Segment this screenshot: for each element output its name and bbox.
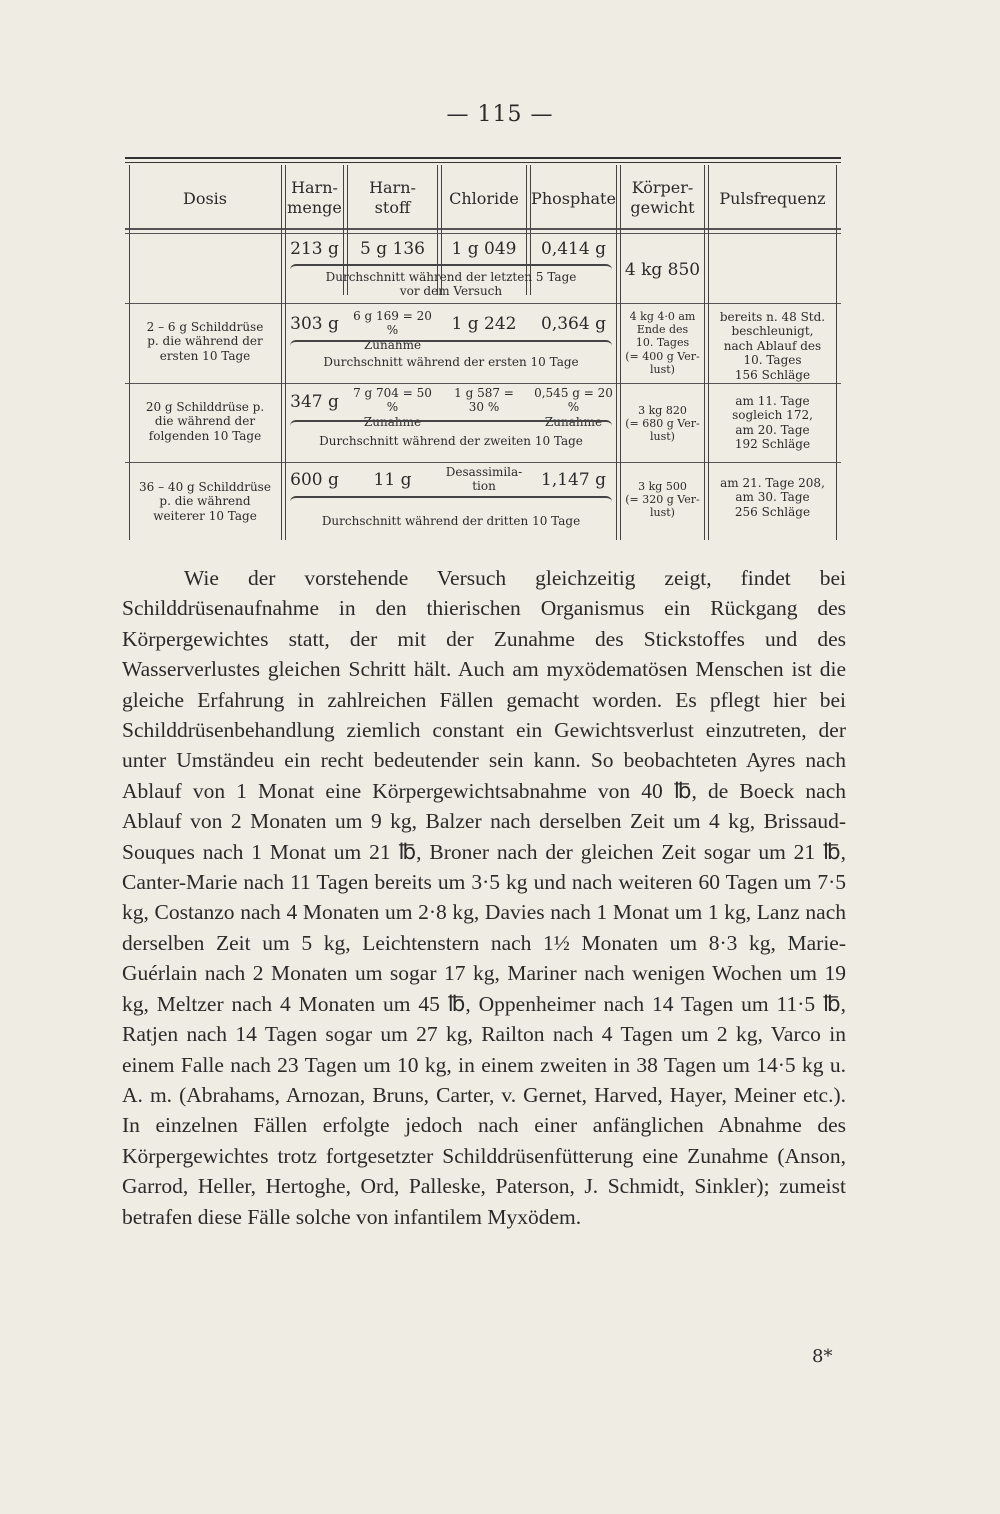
col-line [704, 165, 705, 540]
row0-harnstoff: 5 g 136 [360, 239, 425, 259]
body-paragraph [122, 563, 846, 1232]
header-dosis: Dosis [183, 189, 227, 208]
row1-caption: Durchschnitt während der ersten 10 Tage [323, 355, 579, 369]
row1-harnmenge: 303 g [290, 314, 339, 334]
header-harnstoff: Harn- stoff [369, 178, 416, 217]
row1-harnstoff: 6 g 169 = 20 % Zunahme [353, 309, 432, 352]
data-table [0, 0, 1000, 560]
row0-gewicht: 4 kg 850 [624, 260, 701, 280]
row2-gewicht: 3 kg 820 (= 680 g Ver- lust) [625, 404, 700, 444]
row3-brace [290, 496, 612, 506]
row2-chloride: 1 g 587 = 30 % [454, 386, 514, 415]
row3-dosis: 36 – 40 g Schilddrüse p. die während weiterer 10 Tage [139, 480, 271, 523]
top-rule-2 [125, 162, 841, 163]
row3-puls: am 21. Tage 208, am 30. Tage 256 Schläge [720, 476, 825, 519]
header-rule [125, 228, 841, 230]
top-rule-1 [125, 157, 841, 159]
row2-phosphate: 0,545 g = 20 % Zunahme [534, 386, 613, 429]
row3-caption: Durchschnitt während der dritten 10 Tage [321, 514, 581, 528]
row3-chloride: Desassimila- tion [445, 465, 523, 494]
row2-brace [290, 420, 612, 430]
row0-phosphate: 0,414 g [541, 239, 606, 259]
paragraph-text: Wie der vorstehende Versuch gleichzeitig zeigt, findet bei Schilddrüsenaufnahme in den thierischen Organismus ein Rückgang des Körpergewichtes statt, der mit der Zunahme des Stickstoffes und des Wasserverlustes gleichen Schritt hält. Auch am myxödematösen Menschen ist die gleiche Erfahrung in zahlreichen Fällen gemacht worden. Es pflegt hier bei Schilddrüsenbehandlung ziemlich constant ein Gewichtsverlust einzutreten, der unter Umständeu ein recht bedeutender sein kann. So beobachteten Ayres nach Ablauf von 1 Monat eine Körpergewichtsabnahme von 40 ℔, de Boeck nach Ablauf von 2 Monaten um 9 kg, Balzer nach derselben Zeit um 4 kg, Brissaud-Souques nach 1 Monat um 21 ℔, Broner nach der gleichen Zeit sogar um 21 ℔, Canter-Marie nach 11 Tagen bereits um 3·5 kg und nach weiteren 60 Tagen um 7·5 kg, Costanzo nach 4 Monaten um 2·8 kg, Davies nach 1 Monat um 1 kg, Lanz nach derselben Zeit um 5 kg, Leichtenstern nach 1½ Monaten um 8·3 kg, Marie-Guérlain nach 2 Monaten um sogar 17 kg, Mariner nach wenigen Wochen um 19 kg, Meltzer nach 4 Monaten um 45 ℔, Oppenheimer nach 14 Tagen um 11·5 ℔, Ratjen nach 14 Tagen sogar um 27 kg, Railton nach 4 Tagen um 2 kg, Varco in einem Falle nach 23 Tagen um 10 kg, in einem zweiten in 38 Tagen um 14·5 kg u. A. m. (Abrahams, Arnozan, Bruns, Carter, v. Gernet, Harved, Hayer, Meiner etc.). In einzelnen Fällen erfolgte jedoch nach einer anfänglichen Abnahme des Körpergewichtes trotz fortgesetzter Schilddrüsenfütterung eine Zunahme (Anson, Garrod, Heller, Hertoghe, Ord, Palleske, Paterson, J. Schmidt, Sinkler); zumeist betrafen diese Fälle solche von infantilem Myxödem. [122, 566, 846, 1229]
row0-caption: Durchschnitt während der letzten 5 Tage vor dem Versuch [325, 270, 577, 299]
row1-dosis: 2 – 6 g Schilddrüse p. die während der ersten 10 Tage [146, 320, 264, 363]
row2-harnstoff: 7 g 704 = 50 % Zunahme [353, 386, 432, 429]
row3-phosphate: 1,147 g [541, 470, 606, 490]
row1-chloride: 1 g 242 [451, 314, 517, 334]
header-harnmenge: Harn- menge [287, 178, 342, 217]
header-rule-2 [125, 233, 841, 234]
page-number: — 115 — [446, 102, 554, 127]
row2-puls: am 11. Tage sogleich 172, am 20. Tage 192 Schläge [732, 394, 813, 452]
row0-chloride: 1 g 049 [451, 239, 517, 259]
header-phosphate: Phosphate [531, 189, 616, 208]
row3-gewicht: 3 kg 500 (= 320 g Ver- lust) [625, 480, 700, 520]
row0-harnmenge: 213 g [290, 239, 339, 259]
signature-mark: 8* [812, 1346, 833, 1367]
col-line [836, 165, 837, 540]
row1-brace [290, 340, 612, 350]
row2-caption: Durchschnitt während der zweiten 10 Tage [319, 434, 583, 448]
row2-dosis: 20 g Schilddrüse p. die während der folgenden 10 Tage [145, 400, 265, 443]
header-chloride: Chloride [449, 189, 519, 208]
row-sep-3 [125, 462, 841, 463]
col-line [281, 165, 282, 540]
header-pulsfrequenz: Pulsfrequenz [719, 189, 826, 208]
row3-harnstoff: 11 g [373, 470, 412, 490]
row1-gewicht: 4 kg 4·0 am Ende des 10. Tages (= 400 g Ver- lust) [625, 310, 700, 376]
row2-harnmenge: 347 g [290, 392, 339, 412]
row-sep-2 [125, 383, 841, 384]
row3-harnmenge: 600 g [290, 470, 339, 490]
col-line [616, 165, 617, 540]
row-sep-1 [125, 303, 841, 304]
row1-puls: bereits n. 48 Std. beschleunigt, nach Ablauf des 10. Tages 156 Schläge [719, 310, 826, 382]
header-koerpergewicht: Körper- gewicht [630, 178, 695, 217]
row1-phosphate: 0,364 g [541, 314, 606, 334]
